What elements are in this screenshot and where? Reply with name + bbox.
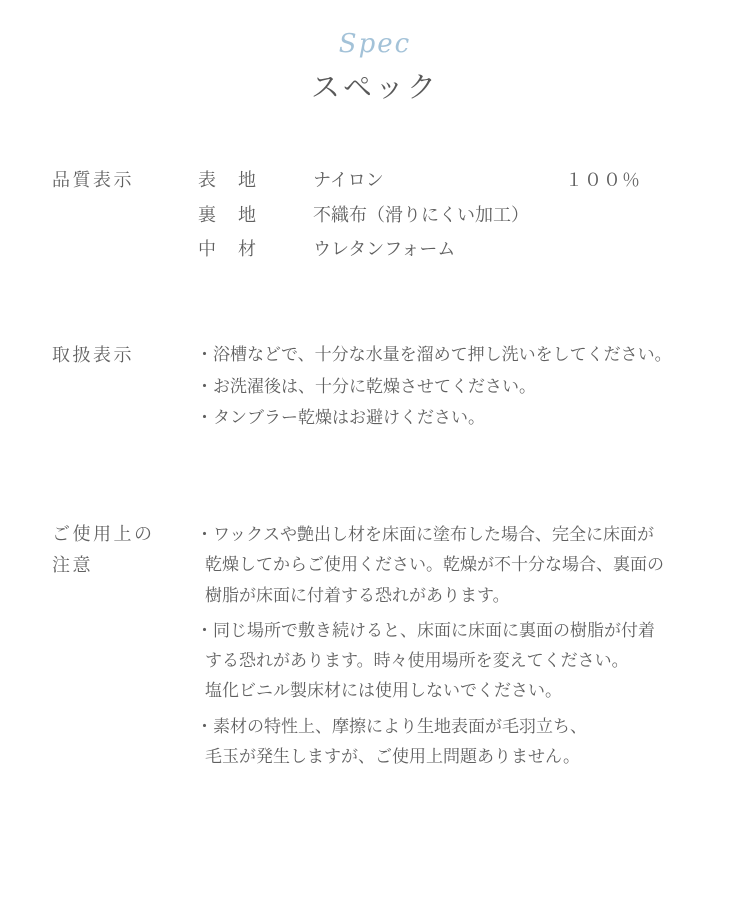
quality-material: ナイロン bbox=[313, 170, 384, 191]
handling-bullet bbox=[196, 340, 712, 372]
caution-bullet bbox=[196, 616, 712, 707]
quality-row bbox=[198, 199, 712, 234]
handling-bullet bbox=[196, 403, 712, 435]
caution-bullet-line bbox=[196, 712, 712, 742]
handling-bullet bbox=[196, 372, 712, 404]
quality-material: 不織布（滑りにくい加工） bbox=[313, 204, 529, 226]
handling-bullet-text: タンブラー乾燥はお避けください。 bbox=[213, 408, 485, 428]
caution-bullet-line bbox=[196, 616, 712, 646]
caution-label-line1: ご使用上の bbox=[52, 524, 155, 545]
quality-part: 中 材 bbox=[198, 239, 258, 260]
bullet-icon: ・ bbox=[196, 408, 213, 428]
caution-bullet-line bbox=[196, 520, 712, 550]
handling-bullet-text: お洗濯後は、十分に乾燥させてください。 bbox=[213, 376, 536, 397]
quality-table bbox=[198, 164, 712, 268]
caution-bullet-list bbox=[196, 520, 712, 772]
page-title: スペック bbox=[310, 70, 439, 104]
caution-bullet-line: 乾燥してからご使用ください。乾燥が不十分な場合、裏面の bbox=[205, 555, 664, 576]
quality-part: 表 地 bbox=[198, 170, 258, 191]
quality-section bbox=[52, 164, 712, 268]
quality-row bbox=[198, 233, 712, 268]
handling-bullet-list bbox=[196, 340, 712, 435]
bullet-icon: ・ bbox=[196, 525, 213, 545]
caution-bullet-line: 樹脂が床面に付着する恐れがあります。 bbox=[205, 585, 510, 606]
caution-bullet-line: 塩化ビニル製床材には使用しないでください。 bbox=[205, 681, 562, 702]
handling-section bbox=[52, 340, 712, 435]
caution-bullet bbox=[196, 712, 712, 773]
caution-bullet bbox=[196, 520, 712, 611]
quality-section-label: 品質表示 bbox=[52, 170, 134, 191]
spec-script-heading: Spec bbox=[338, 29, 412, 59]
caution-bullet-text: 素材の特性上、摩擦により生地表面が毛羽立ち、 bbox=[213, 716, 587, 737]
bullet-icon: ・ bbox=[196, 620, 213, 641]
caution-bullet-line: 毛玉が発生しますが、ご使用上問題ありません。 bbox=[205, 747, 581, 768]
quality-part: 裏 地 bbox=[198, 204, 258, 226]
bullet-icon: ・ bbox=[196, 716, 213, 737]
caution-bullet-line: する恐れがあります。時々使用場所を変えてください。 bbox=[205, 651, 629, 672]
caution-section-label bbox=[52, 520, 155, 581]
quality-material: ウレタンフォーム bbox=[313, 239, 456, 260]
quality-row bbox=[198, 164, 712, 199]
caution-bullet-text: 同じ場所で敷き続けると、床面に床面に裏面の樹脂が付着 bbox=[213, 620, 655, 641]
handling-section-label: 取扱表示 bbox=[52, 345, 134, 366]
caution-section bbox=[52, 520, 712, 777]
caution-bullet-text: ワックスや艶出し材を床面に塗布した場合、完全に床面が bbox=[213, 525, 654, 545]
quality-percent: １００％ bbox=[565, 170, 641, 191]
bullet-icon: ・ bbox=[196, 376, 213, 397]
bullet-icon: ・ bbox=[196, 345, 213, 365]
handling-bullet-text: 浴槽などで、十分な水量を溜めて押し洗いをしてください。 bbox=[213, 345, 672, 365]
caution-label-line2: 注意 bbox=[52, 554, 93, 576]
